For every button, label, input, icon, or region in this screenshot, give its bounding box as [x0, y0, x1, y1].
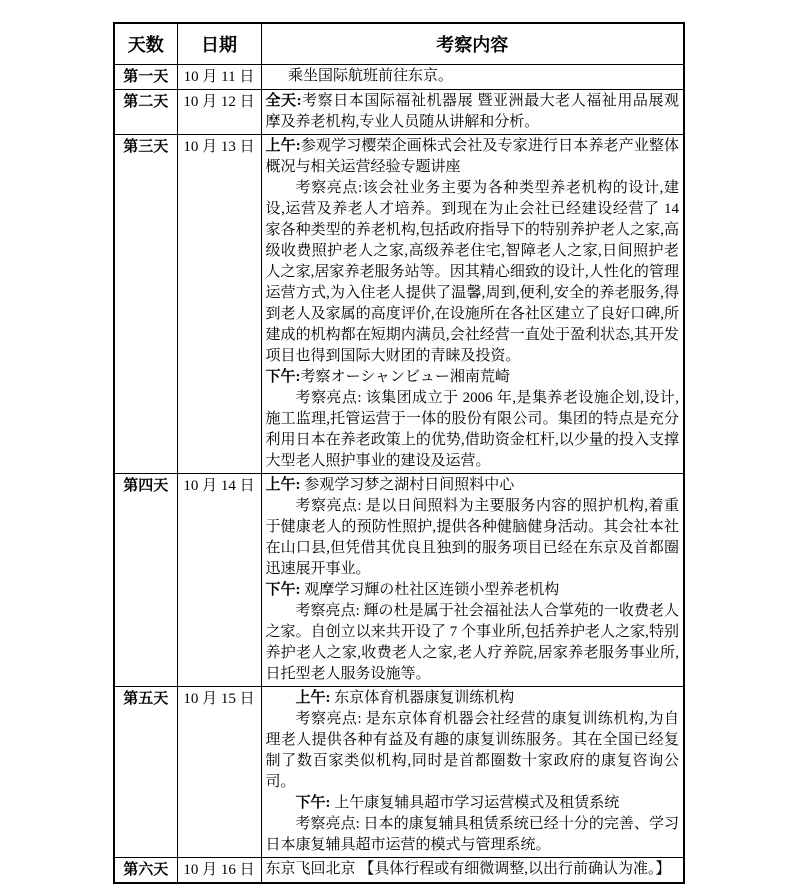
- paragraph: [266, 814, 680, 856]
- paragraph: [266, 601, 680, 685]
- paragraph-bold-prefix: 全天:: [265, 93, 302, 109]
- paragraph: [266, 136, 680, 178]
- content-cell: [261, 135, 684, 474]
- paragraph-text: 考察亮点: 是以日间照料为主要服务内容的照护机构,着重于健康老人的预防性照护,提供各种健脑健身活动。其会社本社在山口县,但凭借其优良且独到的服务项目已经在东京及首都圈迅速展开事业。: [265, 498, 679, 577]
- paragraph-text: 东京飞回北京 【具体行程或有细微调整,以出行前确认为准。】: [265, 861, 671, 877]
- paragraph: [266, 475, 680, 496]
- paragraph-bold-prefix: 下午:: [295, 795, 331, 811]
- paragraph-bold-prefix: 上午:: [265, 138, 301, 154]
- table-body: [114, 65, 684, 884]
- date-cell: 10 月 16 日: [177, 858, 261, 884]
- paragraph: [266, 66, 680, 87]
- table-row: [114, 135, 684, 474]
- paragraph: [266, 793, 680, 814]
- itinerary-table: [113, 22, 685, 884]
- day-cell: 第四天: [114, 474, 177, 687]
- col-header-date: 日期: [177, 23, 261, 65]
- table-row: [114, 90, 684, 135]
- paragraph-text: 参观学习樱荣企画株式会社及专家进行日本养老产业整体概况与相关运营经验专题讲座: [265, 138, 679, 175]
- table-row: [114, 687, 684, 858]
- date-cell: 10 月 13 日: [177, 135, 261, 474]
- paragraph-text: 观摩学习輝の杜社区连锁小型养老机构: [300, 582, 560, 598]
- day-cell: 第五天: [114, 687, 177, 858]
- day-cell: 第二天: [114, 90, 177, 135]
- paragraph-bold-prefix: 上午:: [265, 477, 301, 493]
- paragraph-text: 乘坐国际航班前往东京。: [288, 68, 454, 84]
- header-row: [114, 23, 684, 65]
- paragraph-bold-prefix: 下午:: [265, 582, 301, 598]
- paragraph: [266, 367, 680, 388]
- col-header-content: 考察内容: [261, 23, 684, 65]
- date-cell: 10 月 11 日: [177, 65, 261, 90]
- paragraph: [266, 388, 680, 472]
- paragraph-text: 考察オーシャンビュー湘南荒崎: [300, 369, 510, 385]
- paragraph-text: 考察日本国际福祉机器展 暨亚洲最大老人福祉用品展观摩及养老机构,专业人员随从讲解和分析。: [265, 93, 679, 130]
- paragraph-text: 考察亮点: 日本的康复辅具租赁系统已经十分的完善、学习日本康复辅具超市运营的模式与管理系统。: [265, 816, 679, 853]
- content-cell: [261, 687, 684, 858]
- itinerary-document: [113, 22, 685, 884]
- day-cell: 第一天: [114, 65, 177, 90]
- paragraph: [266, 496, 680, 580]
- paragraph-text: 考察亮点: 是东京体育机器会社经营的康复训练机构,为自理老人提供各种有益及有趣的康复训练服务。其在全国已经复制了数百家类似机构,同时是首都圈数十家政府的康复咨询公司。: [265, 711, 679, 790]
- paragraph: [266, 688, 680, 709]
- paragraph-bold-prefix: 上午:: [295, 690, 331, 706]
- day-cell: 第六天: [114, 858, 177, 884]
- content-cell: [261, 474, 684, 687]
- content-cell: [261, 858, 684, 884]
- paragraph-text: 考察亮点: 该集团成立于 2006 年,是集养老设施企划,设计,施工监理,托管运营于一体的股份有限公司。集团的特点是充分利用日本在养老政策上的优势,借助资金杠杆,以少量的投入支撑大型老人照护事业的建设及运营。: [265, 390, 679, 469]
- date-cell: 10 月 14 日: [177, 474, 261, 687]
- paragraph: [266, 709, 680, 793]
- paragraph: [266, 91, 680, 133]
- paragraph-bold-prefix: 下午:: [265, 369, 301, 385]
- day-cell: 第三天: [114, 135, 177, 474]
- paragraph-text: 考察亮点:该会社业务主要为各种类型养老机构的设计,建设,运营及养老人才培养。到现在为止会社已经建设经营了 14 家各种类型的养老机构,包括政府指导下的特别养护老人之家,高级收费照护老人之家,高级养老住宅,智障老人之家,日间照护老人之家,居家养老服务站等。因其精心细致的设计,人性化的管理运营方式,为入住老人提供了温馨,周到,便利,安全的养老服务,得到老人及家属的高度评价,在设施所在各社区建立了良好口碑,所建成的机构都在短期内满员,会社经营一直处于盈利状态,其开发项目也得到国际大财团的青睐及投资。: [265, 180, 679, 364]
- date-cell: 10 月 12 日: [177, 90, 261, 135]
- paragraph-text: 东京体育机器康复训练机构: [330, 690, 515, 706]
- table-row: [114, 858, 684, 884]
- paragraph: [266, 178, 680, 367]
- col-header-day: 天数: [114, 23, 177, 65]
- paragraph-text: 参观学习梦之湖村日间照料中心: [300, 477, 515, 493]
- date-cell: 10 月 15 日: [177, 687, 261, 858]
- table-row: [114, 474, 684, 687]
- content-cell: [261, 65, 684, 90]
- paragraph-text: 上午康复辅具超市学习运营模式及租赁系统: [330, 795, 620, 811]
- paragraph: [266, 580, 680, 601]
- table-row: [114, 65, 684, 90]
- content-cell: [261, 90, 684, 135]
- paragraph-text: 考察亮点: 輝の杜是属于社会福祉法人合掌苑的一收费老人之家。自创立以来共开设了 7 个事业所,包括养护老人之家,特别养护老人之家,收费老人之家,老人疗养院,居家养老服务事业所,日托型老人服务设施等。: [265, 603, 679, 682]
- paragraph: [266, 859, 680, 880]
